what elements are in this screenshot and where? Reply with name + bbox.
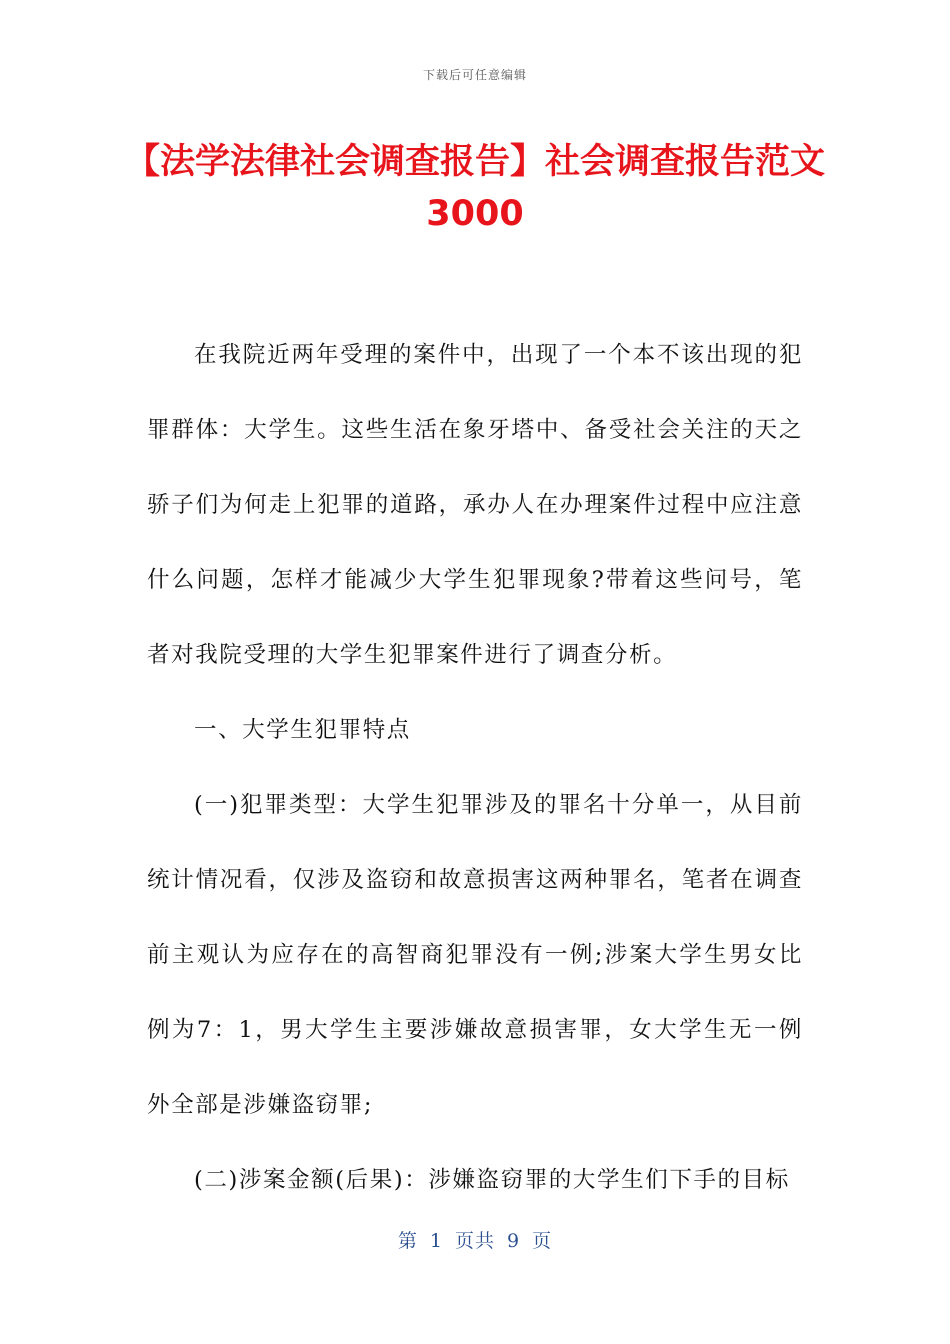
header-note: 下载后可任意编辑 bbox=[422, 68, 527, 82]
document-body bbox=[147, 318, 803, 1218]
section-heading: 一、大学生犯罪特点 bbox=[194, 717, 411, 743]
paragraph: (一)犯罪类型：大学生犯罪涉及的罪名十分单一，从目前统计情况看，仅涉及盗窃和故意损害这两种罪名，笔者在调查前主观认为应存在的高智商犯罪没有一例;涉案大学生男女比例为7：1，男大学生主要涉嫌故意损害罪，女大学生无一例外全部是涉嫌盗窃罪; bbox=[147, 792, 803, 1118]
page-prefix: 第 bbox=[397, 1230, 418, 1252]
paragraph: (二)涉案金额(后果)：涉嫌盗窃罪的大学生们下手的目标 bbox=[194, 1167, 790, 1193]
document-title: 【法学法律社会调查报告】社会调查报告范文3000 bbox=[124, 142, 825, 234]
page-mid: 页共 bbox=[454, 1230, 495, 1252]
page-total: 9 bbox=[507, 1230, 521, 1252]
page-suffix: 页 bbox=[532, 1230, 553, 1252]
page-number: 1 bbox=[429, 1230, 443, 1252]
paragraph: 在我院近两年受理的案件中，出现了一个本不该出现的犯罪群体：大学生。这些生活在象牙塔中、备受社会关注的天之骄子们为何走上犯罪的道路，承办人在办理案件过程中应注意什么问题，怎样才能减少大学生犯罪现象?带着这些问号，笔者对我院受理的大学生犯罪案件进行了调查分析。 bbox=[147, 342, 803, 668]
page-footer bbox=[0, 1226, 950, 1253]
